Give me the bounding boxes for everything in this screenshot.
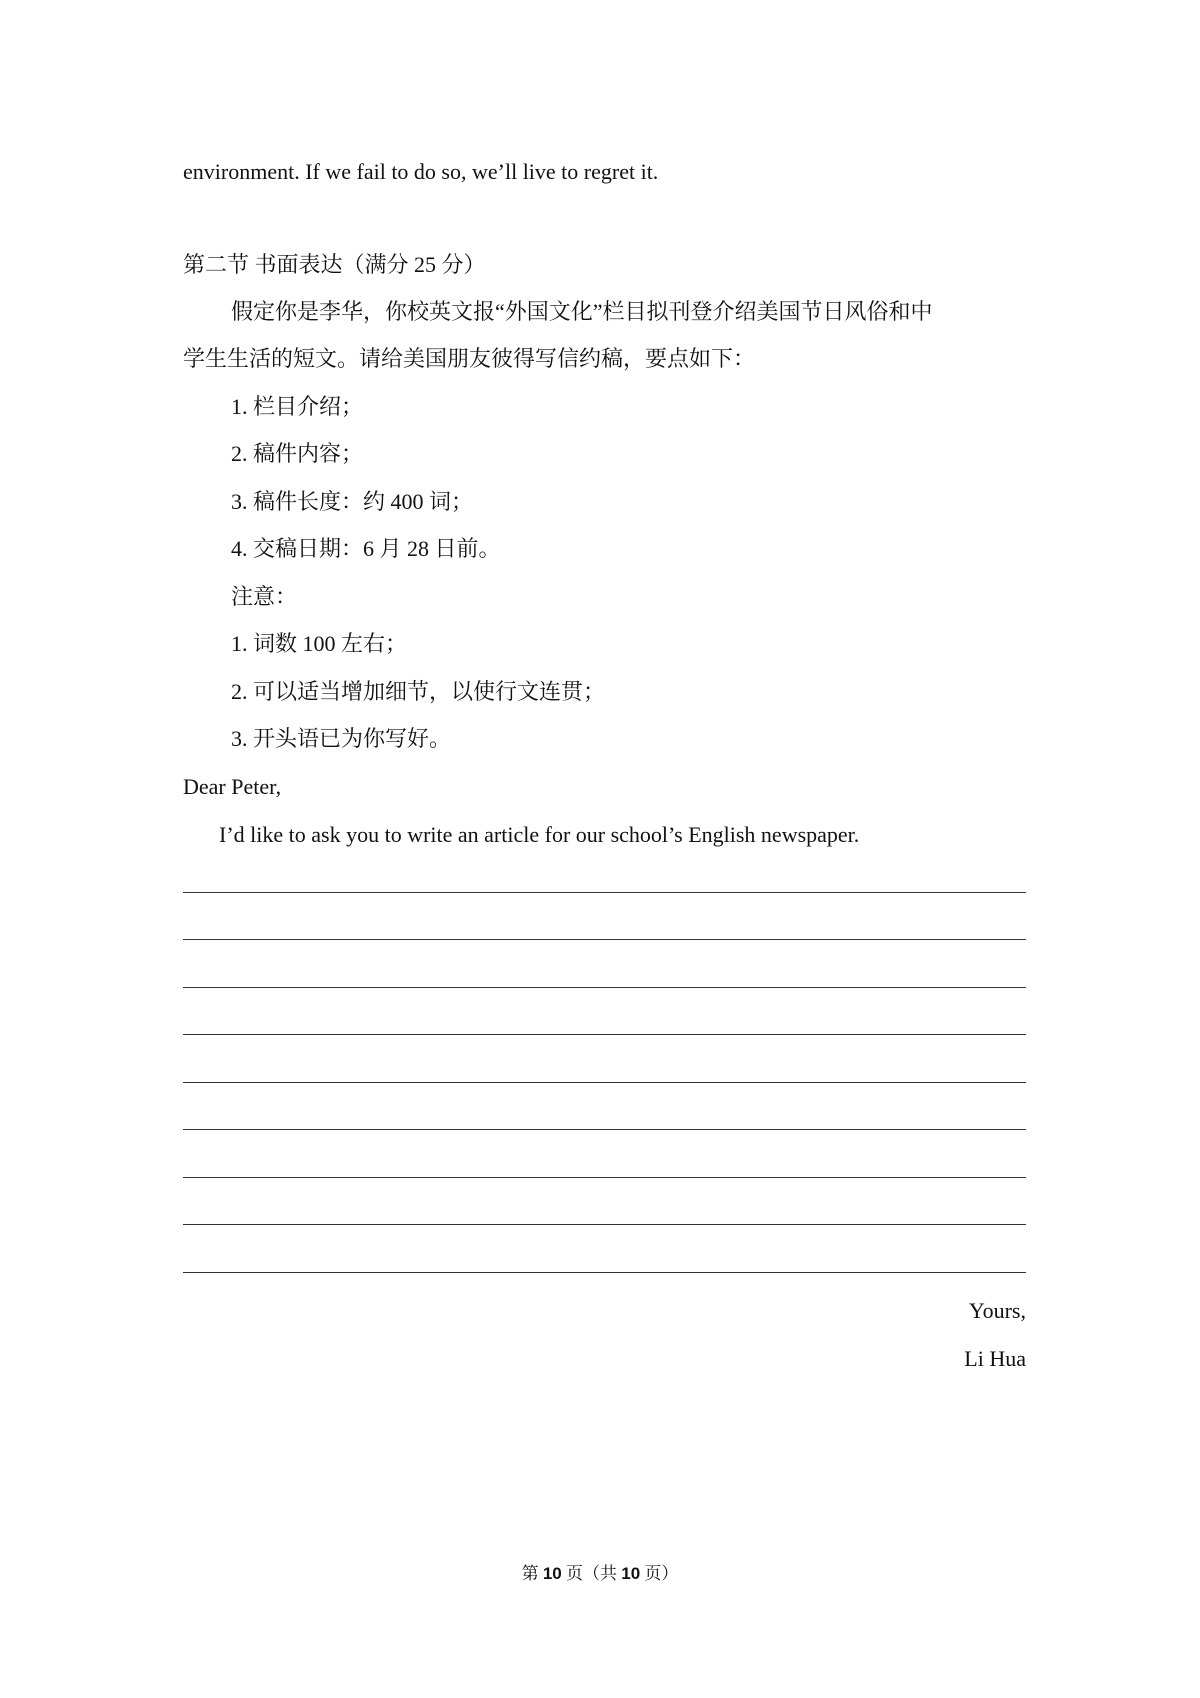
opening-sentence: I’d like to ask you to write an article for our school’s English newspaper. — [219, 822, 860, 847]
carryover-text: environment. If we fail to do so, we’ll live to regret it. — [183, 159, 659, 184]
writing-line — [183, 1177, 1026, 1178]
writing-line — [183, 939, 1026, 940]
writing-line — [183, 1129, 1026, 1130]
signature: Li Hua — [964, 1346, 1026, 1371]
footer-total-pages: 10 — [621, 1564, 641, 1583]
footer-prefix: 第 — [521, 1564, 543, 1583]
closing: Yours, — [968, 1298, 1026, 1323]
note-1: 1. 词数 100 左右； — [231, 631, 408, 656]
page-footer — [0, 1562, 1200, 1586]
writing-line — [183, 1034, 1026, 1035]
footer-page-number: 10 — [542, 1564, 562, 1583]
note-2: 2. 可以适当增加细节，以使行文连贯； — [231, 679, 606, 704]
section-heading: 第二节 书面表达（满分 25 分） — [183, 252, 486, 277]
footer-middle: 页（共 — [561, 1564, 622, 1583]
writing-line — [183, 1224, 1026, 1225]
notes-label: 注意： — [231, 584, 298, 609]
prompt-line-1: 假定你是李华，你校英文报“外国文化”栏目拟刊登介绍美国节日风俗和中 — [231, 299, 933, 324]
footer-suffix: 页） — [640, 1564, 679, 1583]
point-4: 4. 交稿日期：6 月 28 日前。 — [231, 536, 501, 561]
point-2: 2. 稿件内容； — [231, 441, 364, 466]
writing-line — [183, 1272, 1026, 1273]
note-3: 3. 开头语已为你写好。 — [231, 726, 452, 751]
writing-line — [183, 892, 1026, 893]
point-1: 1. 栏目介绍； — [231, 394, 364, 419]
prompt-line-2: 学生生活的短文。请给美国朋友彼得写信约稿，要点如下： — [183, 346, 756, 371]
salutation: Dear Peter, — [183, 774, 282, 799]
writing-line — [183, 987, 1026, 988]
writing-line — [183, 1082, 1026, 1083]
point-3: 3. 稿件长度：约 400 词； — [231, 489, 474, 514]
